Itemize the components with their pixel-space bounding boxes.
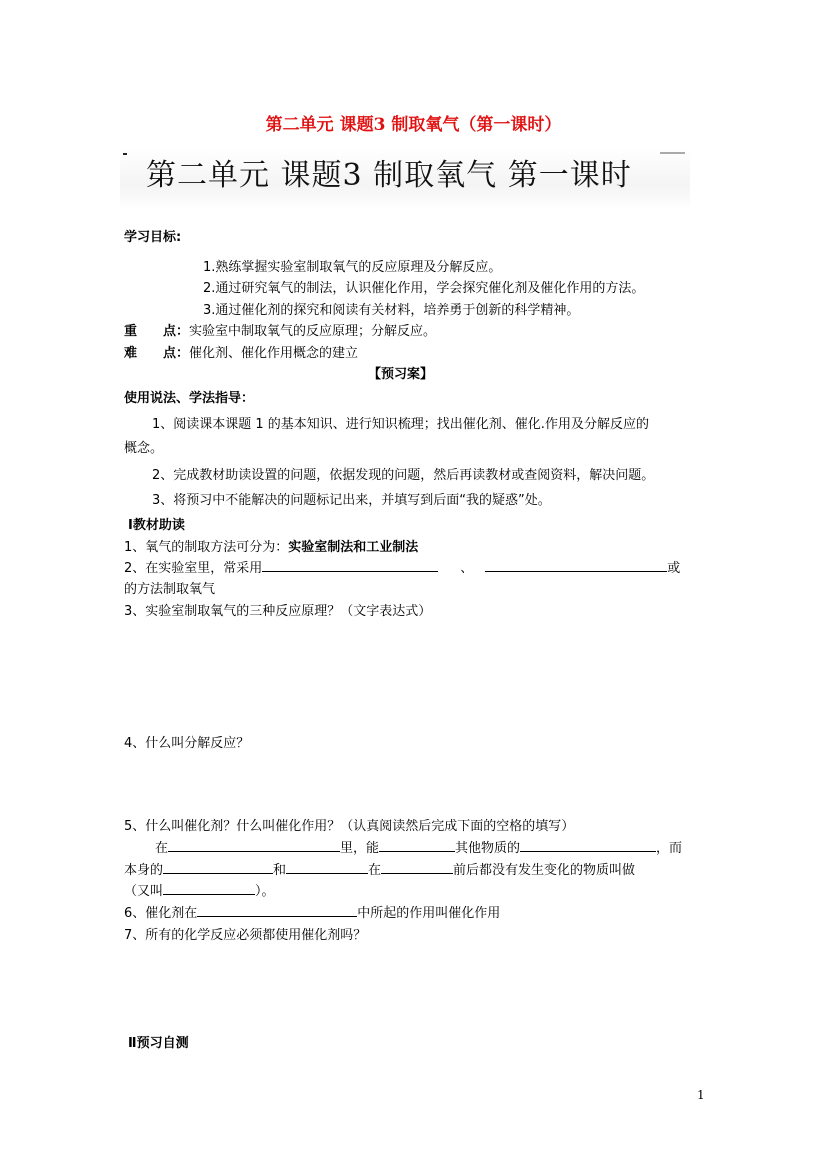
fill-text: 其他物质的	[455, 841, 521, 856]
fill-text: 里，能	[340, 841, 380, 856]
objective-item: 3.通过催化剂的探究和阅读有关材料，培养勇于创新的科学精神。	[203, 303, 580, 318]
banner-decoration	[660, 152, 685, 154]
question-2-separator: 、	[460, 561, 474, 576]
fill-blank[interactable]	[520, 837, 656, 852]
question-2-continuation: 的方法制取氧气	[124, 582, 216, 597]
page-number: 1	[697, 1088, 705, 1102]
question-4-text: 4、什么叫分解反应？	[124, 736, 250, 751]
fill-blank[interactable]	[381, 859, 453, 874]
question-1-answer: 实验室制法和工业制法	[288, 540, 419, 555]
question-2-text: 2、在实验室里，常采用	[124, 561, 263, 576]
fill-text: 前后都没有发生变化的物质叫做	[453, 863, 636, 878]
fill-blank[interactable]	[197, 902, 357, 917]
guide-item: 3、将预习中不能解决的问题标记出来，并填写到后面“我的疑惑”处。	[152, 493, 551, 508]
guide-item: 概念。	[124, 441, 164, 456]
fill-blank[interactable]	[163, 859, 273, 874]
fill-blank[interactable]	[262, 557, 438, 572]
fill-blank[interactable]	[163, 880, 255, 895]
guide-item: 2、完成教材助读设置的问题，依据发现的问题，然后再读教材或查阅资料，解决问题。	[152, 468, 655, 483]
fill-text: ）。	[255, 884, 275, 899]
fill-text: ，而	[656, 841, 683, 856]
fill-blank[interactable]	[168, 837, 340, 852]
part1-heading: Ⅰ教材助读	[128, 518, 185, 533]
guide-item: 1、阅读课本课题 1 的基本知识、进行知识梳理；找出催化剂、催化.作用及分解反应的	[152, 417, 649, 432]
fill-text: 在	[368, 863, 382, 878]
part2-heading: Ⅱ预习自测	[128, 1036, 189, 1051]
question-2-or: 或	[667, 561, 681, 576]
question-3-text: 3、实验室制取氧气的三种反应原理？（文字表达式）	[124, 604, 432, 619]
question-7-text: 7、所有的化学反应必须都使用催化剂吗？	[124, 928, 367, 943]
key-point-label: 重 点：	[124, 324, 190, 339]
objectives-heading: 学习目标:	[124, 230, 182, 245]
fill-text: （又叫	[124, 884, 164, 899]
fill-blank[interactable]	[379, 837, 455, 852]
question-6-text: 6、催化剂在	[124, 906, 198, 921]
fill-blank[interactable]	[485, 557, 667, 572]
title-banner-text: 第二单元 课题3 制取氧气 第一课时	[146, 158, 632, 193]
question-5-text: 5、什么叫催化剂？什么叫催化作用？（认真阅读然后完成下面的空格的填写）	[124, 819, 575, 834]
fill-blank[interactable]	[286, 859, 368, 874]
fill-text: 和	[273, 863, 287, 878]
objective-item: 1.熟练掌握实验室制取氧气的反应原理及分解反应。	[203, 260, 502, 275]
key-point-text: 实验室中制取氧气的反应原理；分解反应。	[189, 324, 437, 339]
difficulty-text: 催化剂、催化作用概念的建立	[189, 346, 359, 361]
objective-item: 2.通过研究氧气的制法，认识催化作用，学会探究催化剂及催化作用的方法。	[203, 281, 645, 296]
preview-section-title: 【预习案】	[368, 367, 434, 382]
document-title: 第二单元 课题3 制取氧气（第一课时）	[265, 115, 562, 135]
banner-decoration	[123, 153, 127, 155]
guide-heading: 使用说法、学法指导：	[124, 391, 255, 406]
difficulty-label: 难 点：	[124, 346, 190, 361]
question-6-text: 中所起的作用叫催化作用	[357, 906, 501, 921]
fill-text: 在	[155, 841, 169, 856]
fill-text: 本身的	[124, 863, 164, 878]
question-1-text: 1、氧气的制取方法可分为：	[124, 540, 289, 555]
